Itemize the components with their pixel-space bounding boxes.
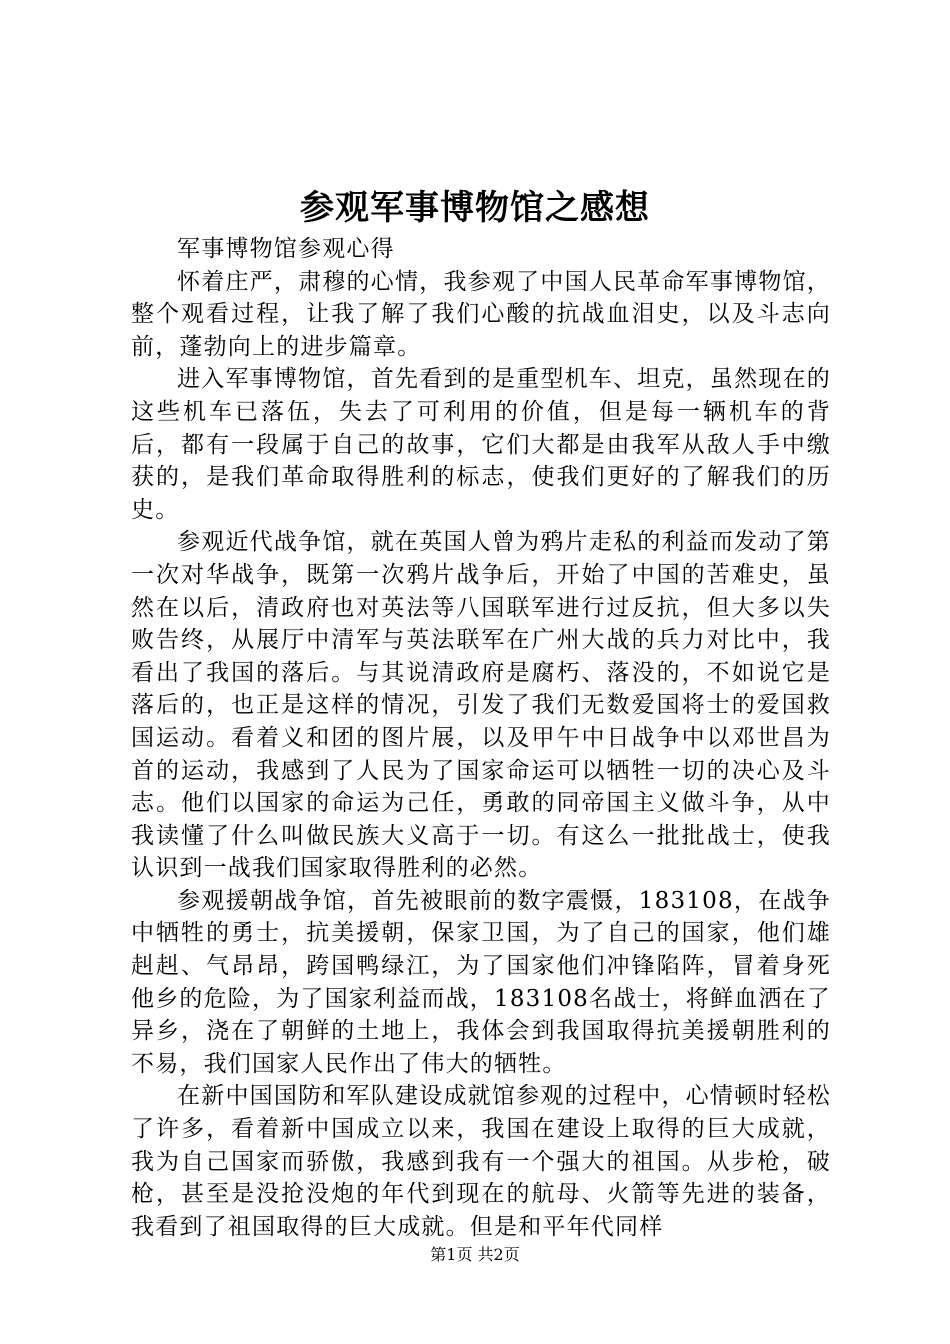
paragraph-subtitle: 军事博物馆参观心得 — [177, 236, 395, 262]
document-title: 参观军事博物馆之感想 — [300, 188, 650, 228]
paragraph-modern-war: 参观近代战争馆，就在英国人曾为鸦片走私的利益而发动了第一次对华战争，既第一次鸦片战争后，开始了中国的苦难史，虽然在以后，清政府也对英法等八国联军进行过反抗，但大多以失败告终，从展厅中清军与英法联军在广州大战的兵力对比中，我看出了我国的落后。与其说清政府是腐朽、落没的，不如说它是落后的，也正是这样的情况，引发了我们无数爱国将士的爱国救国运动。看着义和团的图片展，以及甲午中日战争中以邓世昌为首的运动，我感到了人民为了国家命运可以牺牲一切的决心及斗志。他们以国家的命运为己任，勇敢的同帝国主义做斗争，从中我读懂了什么叫做民族大义高于一切。有这么一批批战士，使我认识到一战我们国家取得胜利的必然。 — [131, 529, 831, 882]
paragraph-korea-war: 参观援朝战争馆，首先被眼前的数字震慑，183108，在战争中牺牲的勇士，抗美援朝，保家卫国，为了自己的国家，他们雄赳赳、气昂昂，跨国鸭绿江，为了国家他们冲锋陷阵，冒着身死他乡的危险，为了国家利益而战，183108名战士，将鲜血洒在了异乡，浇在了朝鲜的土地上，我体会到我国取得抗美援朝胜利的不易，我们国家人民作出了伟大的牺牲。 — [131, 887, 831, 1077]
paragraph-new-china: 在新中国国防和军队建设成就馆参观的过程中，心情顿时轻松了许多，看着新中国成立以来，我国在建设上取得的巨大成就，我为自己国家而骄傲，我感到我有一个强大的祖国。从步枪，破枪，甚至是没抢没炮的年代到现在的航母、火箭等先进的装备，我看到了祖国取得的巨大成就。但是和平年代同样 — [131, 1083, 831, 1240]
document-body — [131, 233, 831, 1243]
page-footer: 第1页 共2页 — [430, 1245, 520, 1264]
paragraph-intro: 怀着庄严，肃穆的心情，我参观了中国人民革命军事博物馆，整个观看过程，让我了解了我们心酸的抗战血泪史，以及斗志向前，蓬勃向上的进步篇章。 — [131, 268, 831, 360]
paragraph-vehicles: 进入军事博物馆，首先看到的是重型机车、坦克，虽然现在的这些机车已落伍，失去了可利用的价值，但是每一辆机车的背后，都有一段属于自己的故事，它们大都是由我军从敌人手中缴获的，是我们革命取得胜利的标志，使我们更好的了解我们的历史。 — [131, 366, 831, 523]
